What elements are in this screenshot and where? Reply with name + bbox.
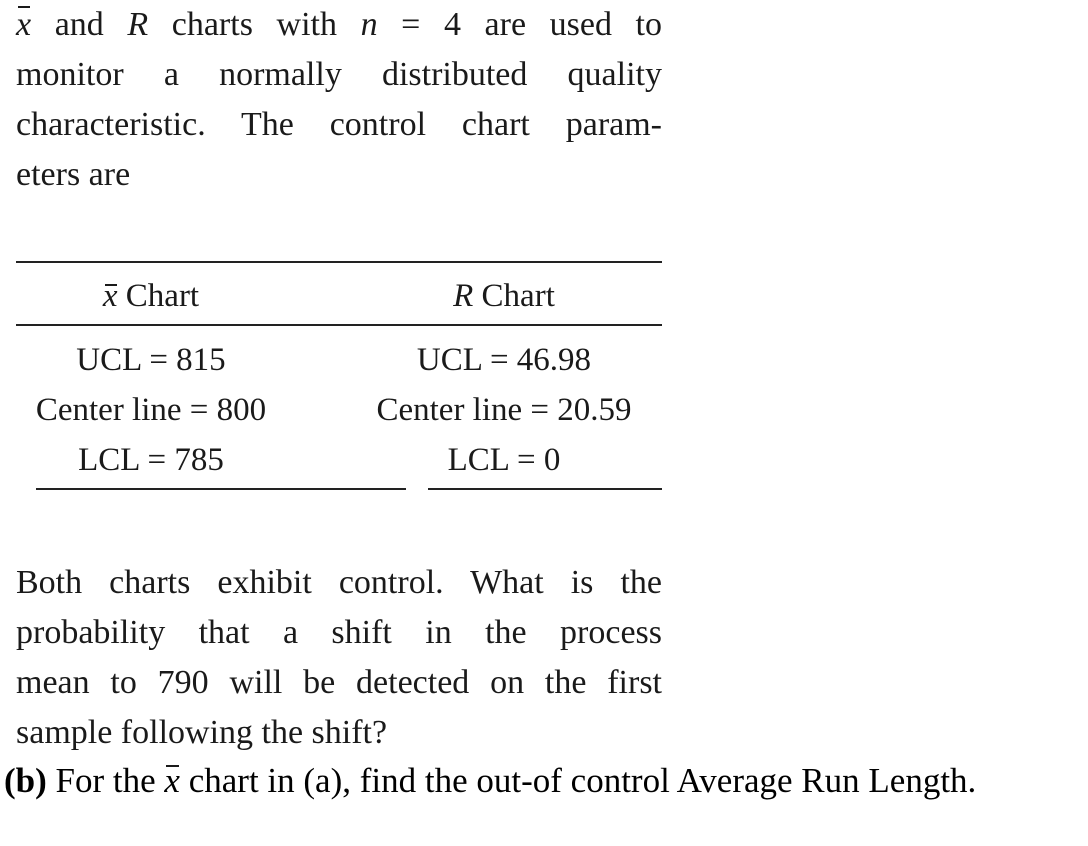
n-symbol: n	[360, 6, 378, 43]
part-b-label: (b)	[4, 761, 47, 800]
intro-line-1: x and R charts with n = 4 are used to	[16, 0, 662, 50]
xbar-center-line: Center line = 800	[35, 392, 267, 428]
question-line-2: probability that a shift in the process	[16, 614, 662, 651]
r-center-line: Center line = 20.59	[376, 392, 632, 428]
question-line-3: mean to 790 will be detected on the first	[16, 664, 662, 701]
intro-line-4: eters are	[16, 156, 131, 193]
xbar-chart-header: x Chart	[102, 278, 200, 314]
r-chart-header	[346, 278, 662, 315]
table-bottom-rule-right	[428, 488, 662, 490]
intro-line-3: characteristic. The control chart param-	[16, 106, 662, 143]
table-header-rule	[16, 324, 662, 326]
table-bottom-rule-left	[36, 488, 406, 490]
intro-line-2: monitor a normally distributed quality	[16, 56, 662, 93]
xbar-ucl: UCL = 815	[76, 342, 226, 378]
problem-intro	[16, 0, 662, 200]
xbar-symbol: x	[16, 0, 31, 50]
table-top-rule	[16, 261, 662, 263]
r-chart-header-symbol: R	[453, 278, 474, 314]
question-line-4: sample following the shift?	[16, 714, 388, 751]
xbar-lcl: LCL = 785	[78, 442, 224, 478]
part-b-xbar-symbol: x	[164, 759, 180, 803]
part-b-question: (b) For the x chart in (a), find the out-of control Average Run Length.	[4, 759, 976, 803]
r-chart-header-label: Chart	[473, 278, 555, 314]
r-lcl: LCL = 0	[447, 442, 561, 478]
question-line-1: Both charts exhibit control. What is the	[16, 564, 662, 601]
question-text	[16, 558, 662, 758]
r-symbol: R	[127, 6, 149, 43]
r-ucl: UCL = 46.98	[416, 342, 592, 378]
